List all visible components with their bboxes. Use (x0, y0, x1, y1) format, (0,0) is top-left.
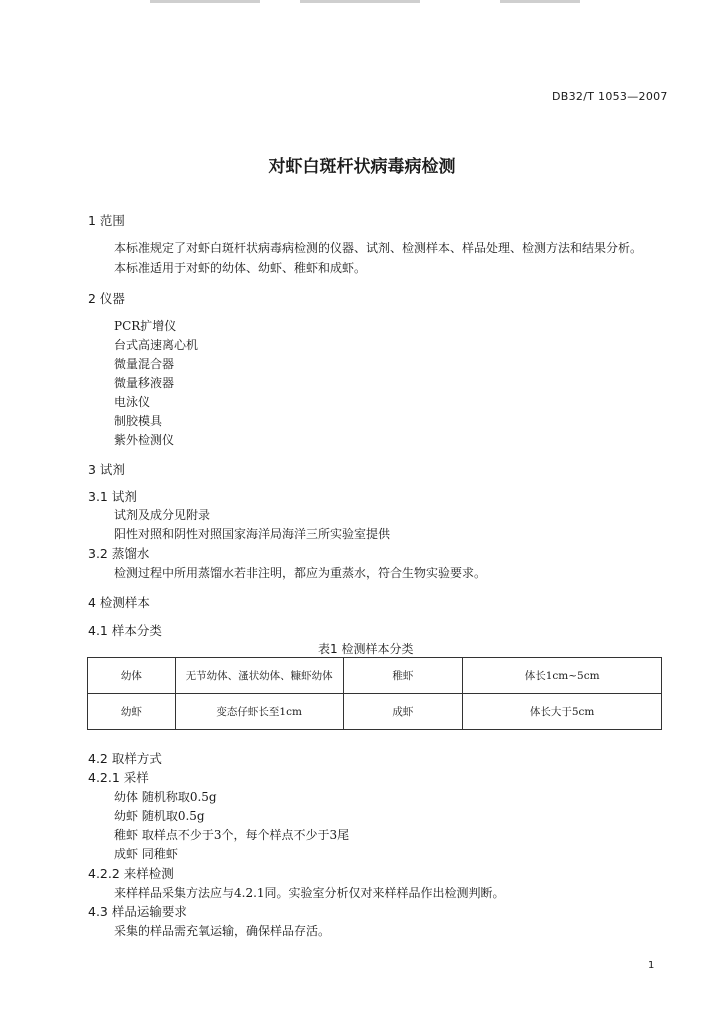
list-item: 紫外检测仪 (114, 433, 175, 447)
subsection-3-1-heading: 3.1 试剂 (88, 489, 137, 504)
paragraph-line: 检测过程中所用蒸馏水若非注明，都应为重蒸水，符合生物实验要求。 (114, 566, 487, 580)
paragraph-line: 稚虾 取样点不少于3个，每个样点不少于3尾 (114, 828, 350, 842)
section-3-heading: 3 试剂 (88, 462, 125, 477)
section-2-heading: 2 仪器 (88, 291, 125, 306)
table-cell: 体长大于5cm (463, 694, 662, 730)
subsection-4-2-2-heading: 4.2.2 来样检测 (88, 866, 174, 881)
table-cell: 幼体 (88, 658, 176, 694)
paragraph-line: 幼体 随机称取0.5g (114, 790, 217, 804)
paragraph-line: 采集的样品需充氧运输，确保样品存活。 (114, 924, 331, 938)
paragraph-line: 阳性对照和阴性对照国家海洋局海洋三所实验室提供 (114, 527, 391, 541)
subsection-4-3-heading: 4.3 样品运输要求 (88, 904, 187, 919)
paragraph-line: 本标准规定了对虾白斑杆状病毒病检测的仪器、试剂、检测样本、样品处理、检测方法和结果分析。 (114, 241, 643, 255)
subsection-4-2-1-heading: 4.2.1 采样 (88, 770, 149, 785)
subsection-4-2-heading: 4.2 取样方式 (88, 751, 162, 766)
scan-artifact (500, 0, 580, 3)
table-cell: 幼虾 (88, 694, 176, 730)
table-cell: 变态仔虾长至1cm (175, 694, 343, 730)
table-row (88, 658, 662, 694)
scan-artifact (300, 0, 420, 3)
scan-artifact (150, 0, 260, 3)
list-item: PCR扩增仪 (114, 319, 177, 333)
paragraph-line: 幼虾 随机取0.5g (114, 809, 205, 823)
table-cell: 稚虾 (343, 658, 463, 694)
list-item: 微量移液器 (114, 376, 175, 390)
table-caption: 表1 检测样本分类 (318, 642, 414, 656)
page-title: 对虾白斑杆状病毒病检测 (268, 157, 456, 177)
paragraph-line: 来样样品采集方法应与4.2.1同。实验室分析仅对来样样品作出检测判断。 (114, 886, 505, 900)
table-cell: 体长1cm~5cm (463, 658, 662, 694)
standard-number: DB32/T 1053—2007 (552, 90, 668, 103)
paragraph-line: 试剂及成分见附录 (114, 508, 211, 522)
table-row (88, 694, 662, 730)
paragraph-line: 成虾 同稚虾 (114, 847, 178, 861)
list-item: 电泳仪 (114, 395, 151, 409)
paragraph-line: 本标准适用于对虾的幼体、幼虾、稚虾和成虾。 (114, 261, 367, 275)
page-number: 1 (648, 960, 655, 971)
section-4-heading: 4 检测样本 (88, 595, 150, 610)
list-item: 制胶模具 (114, 414, 163, 428)
sample-classification-table (87, 657, 662, 730)
list-item: 台式高速离心机 (114, 338, 199, 352)
list-item: 微量混合器 (114, 357, 175, 371)
table-cell: 无节幼体、溞状幼体、糠虾幼体 (175, 658, 343, 694)
subsection-4-1-heading: 4.1 样本分类 (88, 623, 162, 638)
subsection-3-2-heading: 3.2 蒸馏水 (88, 546, 150, 561)
table-cell: 成虾 (343, 694, 463, 730)
section-1-heading: 1 范围 (88, 213, 125, 228)
